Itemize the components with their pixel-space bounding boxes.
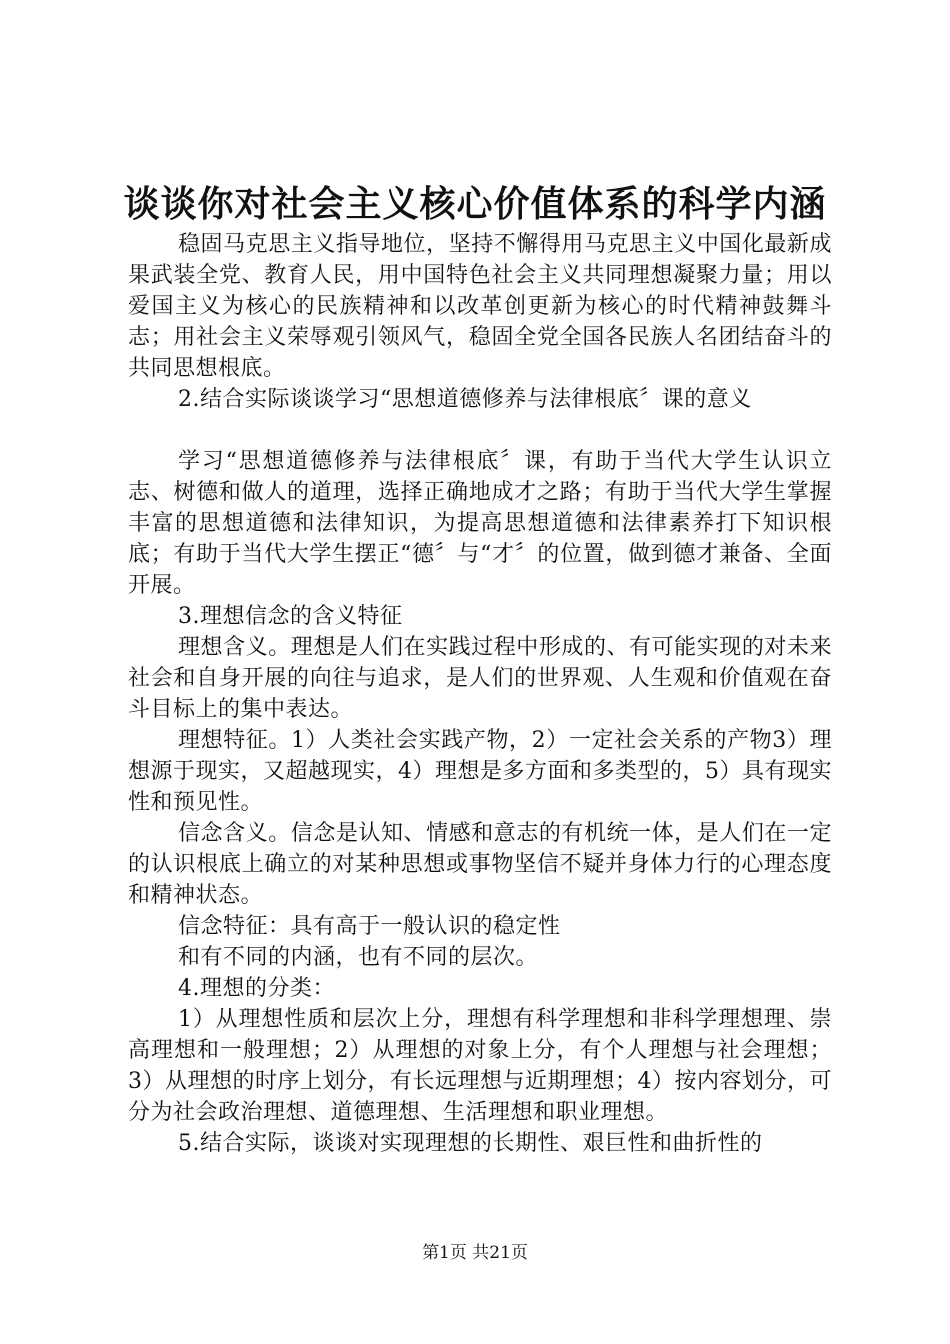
- paragraph: 理想特征。1）人类社会实践产物，2）一定社会关系的产物3）理想源于现实，又超越现实，4）理想是多方面和多类型的，5）具有现实性和预见性。: [128, 728, 832, 815]
- page-footer: 第1页 共21页: [422, 1243, 528, 1263]
- paragraph: 学习“思想道德修养与法律根底〞课，有助于当代大学生认识立志、树德和做人的道理，选择正确地成才之路；有助于当代大学生掌握丰富的思想道德和法律知识，为提高思想道德和法律素养打下知识根底；有助于当代大学生摆正“德〞与“才〞的位置，做到德才兼备、全面开展。: [128, 449, 832, 598]
- document-body: [128, 229, 832, 1159]
- paragraph: 3.理想信念的含义特征: [178, 604, 403, 629]
- paragraph: 5.结合实际，谈谈对实现理想的长期性、艰巨性和曲折性的: [178, 1131, 763, 1156]
- paragraph: 稳固马克思主义指导地位，坚持不懈得用马克思主义中国化最新成果武装全党、教育人民，用中国特色社会主义共同理想凝聚力量；用以爱国主义为核心的民族精神和以改革创更新为核心的时代精神鼓舞斗志；用社会主义荣辱观引领风气，稳固全党全国各民族人名团结奋斗的共同思想根底。: [128, 232, 832, 381]
- paragraph: 4.理想的分类：: [178, 976, 335, 1001]
- document-title: 谈谈你对社会主义核心价值体系的科学内涵: [123, 183, 827, 225]
- paragraph: 2.结合实际谈谈学习“思想道德修养与法律根底〞课的意义: [178, 387, 752, 412]
- paragraph: 1）从理想性质和层次上分，理想有科学理想和非科学理想理、崇高理想和一般理想；2）从理想的对象上分，有个人理想与社会理想；3）从理想的时序上划分，有长远理想与近期理想；4）按内容划分，可分为社会政治理想、道德理想、生活理想和职业理想。: [128, 1007, 832, 1125]
- paragraph: 信念特征：具有高于一般认识的稳定性: [178, 914, 561, 939]
- paragraph: 理想含义。理想是人们在实践过程中形成的、有可能实现的对未来社会和自身开展的向往与追求，是人们的世界观、人生观和价值观在奋斗目标上的集中表达。: [128, 635, 832, 722]
- paragraph: 和有不同的内涵，也有不同的层次。: [178, 945, 539, 970]
- paragraph: 信念含义。信念是认知、情感和意志的有机统一体，是人们在一定的认识根底上确立的对某种思想或事物坚信不疑并身体力行的心理态度和精神状态。: [128, 821, 832, 908]
